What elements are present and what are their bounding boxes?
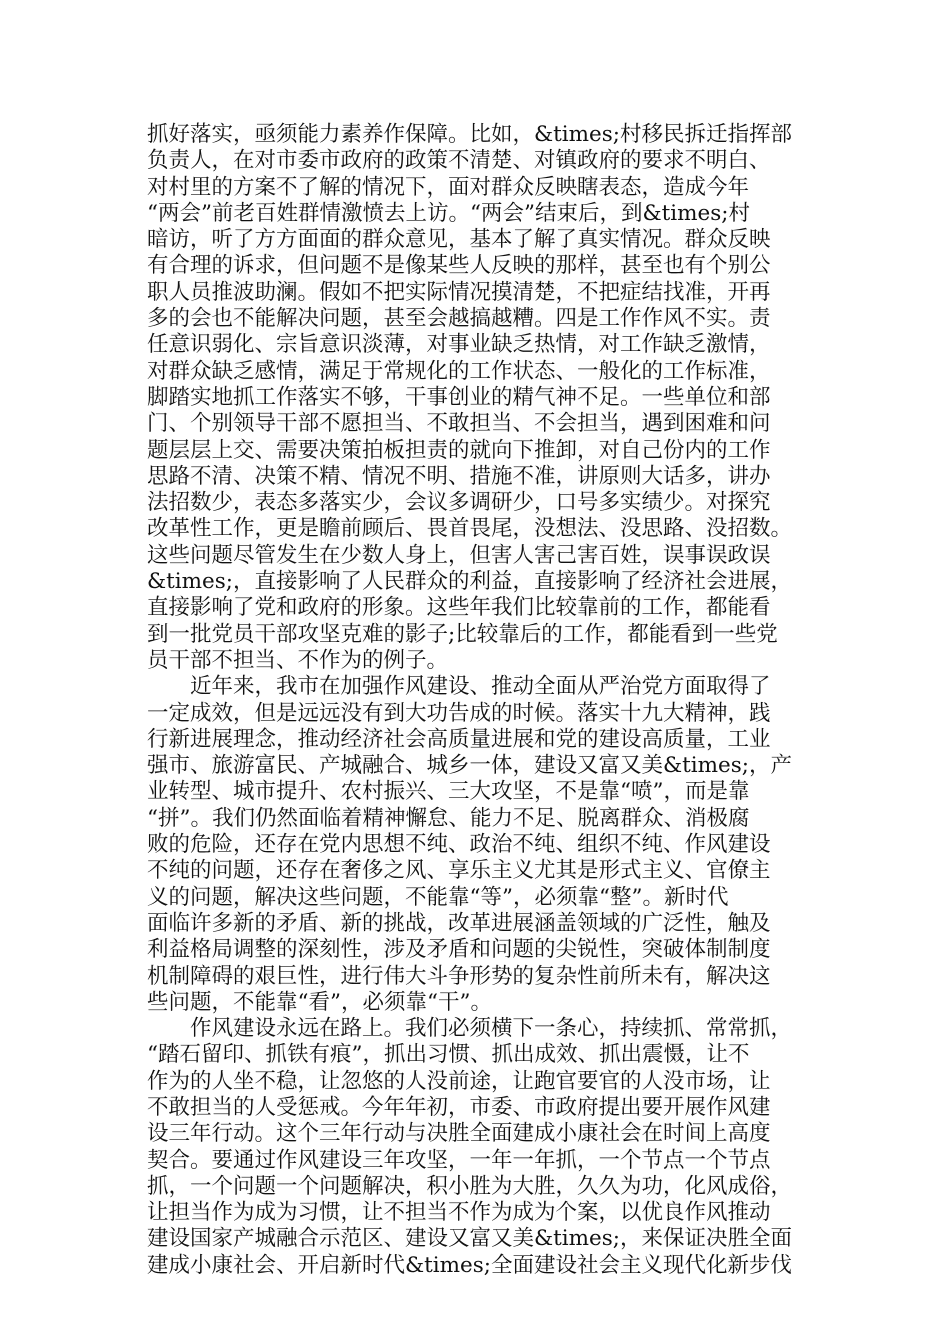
- text-line: 对村里的方案不了解的情况下，面对群众反映瞎表态，造成今年: [147, 174, 750, 200]
- text-line: 不敢担当的人受惩戒。今年年初，市委、市政府提出要开展作风建: [147, 1094, 771, 1120]
- text-line: 面临许多新的矛盾、新的挑战，改革进展涵盖领域的广泛性，触及: [147, 910, 771, 936]
- text-line: 不纯的问题，还存在奢侈之风、享乐主义尤其是形式主义、官僚主: [147, 858, 771, 884]
- text-line: 题层层上交、需要决策拍板担责的就向下推卸，对自己份内的工作: [147, 437, 771, 463]
- text-line: 多的会也不能解决问题，甚至会越搞越糟。四是工作作风不实。责: [147, 306, 771, 332]
- text-line: 负责人，在对市委市政府的政策不清楚、对镇政府的要求不明白、: [147, 148, 771, 174]
- text-line: 直接影响了党和政府的形象。这些年我们比较靠前的工作，都能看: [147, 595, 771, 621]
- text-line: 建设国家产城融合示范区、建设又富又美&times;，来保证决胜全面: [147, 1226, 793, 1252]
- text-line: 任意识弱化、宗旨意识淡薄，对事业缺乏热情，对工作缺乏激情，: [147, 332, 771, 358]
- text-line: 行新进展理念，推动经济社会高质量进展和党的建设高质量，工业: [147, 726, 771, 752]
- text-line: 些问题，不能靠“看”，必须靠“干”。: [147, 989, 492, 1015]
- text-line: 契合。要通过作风建设三年攻坚，一年一年抓，一个节点一个节点: [147, 1147, 771, 1173]
- text-line: 法招数少，表态多落实少，会议多调研少，口号多实绩少。对探究: [147, 490, 771, 516]
- body-text: [147, 122, 837, 1279]
- text-line: 有合理的诉求，但问题不是像某些人反映的那样，甚至也有个别公: [147, 253, 771, 279]
- text-line: 败的危险，还存在党内思想不纯、政治不纯、组织不纯、作风建设: [147, 832, 771, 858]
- text-line: &times;，直接影响了人民群众的利益，直接影响了经济社会进展，: [147, 569, 793, 595]
- text-line: 到一批党员干部攻坚克难的影子;比较靠后的工作，都能看到一些党: [147, 621, 778, 647]
- text-line: 作为的人坐不稳，让忽悠的人没前途，让跑官要官的人没市场，让: [147, 1068, 771, 1094]
- text-line: 脚踏实地抓工作落实不够，干事创业的精气神不足。一些单位和部: [147, 384, 771, 410]
- text-line: 一定成效，但是远远没有到大功告成的时候。落实十九大精神，践: [147, 700, 771, 726]
- text-line: 抓好落实，亟须能力素养作保障。比如，&times;村移民拆迁指挥部: [147, 122, 793, 147]
- text-line: 义的问题，解决这些问题，不能靠“等”，必须靠“整”。新时代: [147, 884, 729, 910]
- text-line: “拼”。我们仍然面临着精神懈怠、能力不足、脱离群众、消极腐: [147, 805, 750, 831]
- text-line: 改革性工作，更是瞻前顾后、畏首畏尾，没想法、没思路、没招数。: [147, 516, 793, 542]
- text-line: 业转型、城市提升、农村振兴、三大攻坚，不是靠“喷”，而是靠: [147, 779, 750, 805]
- paragraph-start-line: 近年来，我市在加强作风建设、推动全面从严治党方面取得了: [190, 674, 771, 700]
- text-line: 利益格局调整的深刻性，涉及矛盾和问题的尖锐性，突破体制制度: [147, 937, 771, 963]
- text-line: 暗访，听了方方面面的群众意见，基本了解了真实情况。群众反映: [147, 227, 771, 253]
- text-line: 让担当作为成为习惯，让不担当不作为成为个案，以优良作风推动: [147, 1200, 771, 1226]
- text-line: 对群众缺乏感情，满足于常规化的工作状态、一般化的工作标准，: [147, 358, 771, 384]
- text-line: “踏石留印、抓铁有痕”，抓出习惯、抓出成效、抓出震慑，让不: [147, 1042, 750, 1068]
- text-line: 机制障碍的艰巨性，进行伟大斗争形势的复杂性前所未有，解决这: [147, 963, 771, 989]
- paragraph-start-line: 作风建设永远在路上。我们必须横下一条心，持续抓、常常抓，: [190, 1016, 793, 1042]
- text-line: 强市、旅游富民、产城融合、城乡一体，建设又富又美&times;，产: [147, 753, 793, 779]
- text-line: 职人员推波助澜。假如不把实际情况摸清楚，不把症结找准，开再: [147, 279, 771, 305]
- text-line: 门、个别领导干部不愿担当、不敢担当、不会担当，遇到困难和问: [147, 411, 771, 437]
- text-line: 这些问题尽管发生在少数人身上，但害人害己害百姓，误事误政误: [147, 542, 771, 568]
- text-line: 设三年行动。这个三年行动与决胜全面建成小康社会在时间上高度: [147, 1121, 771, 1147]
- text-line: “两会”前老百姓群情激愤去上访。“两会”结束后，到&times;村: [147, 200, 751, 226]
- text-line: 思路不清、决策不精、情况不明、措施不准，讲原则大话多，讲办: [147, 463, 771, 489]
- text-line: 建成小康社会、开启新时代&times;全面建设社会主义现代化新步伐: [147, 1252, 793, 1278]
- text-line: 员干部不担当、不作为的例子。: [147, 647, 449, 673]
- text-line: 抓，一个问题一个问题解决，积小胜为大胜，久久为功，化风成俗，: [147, 1173, 793, 1199]
